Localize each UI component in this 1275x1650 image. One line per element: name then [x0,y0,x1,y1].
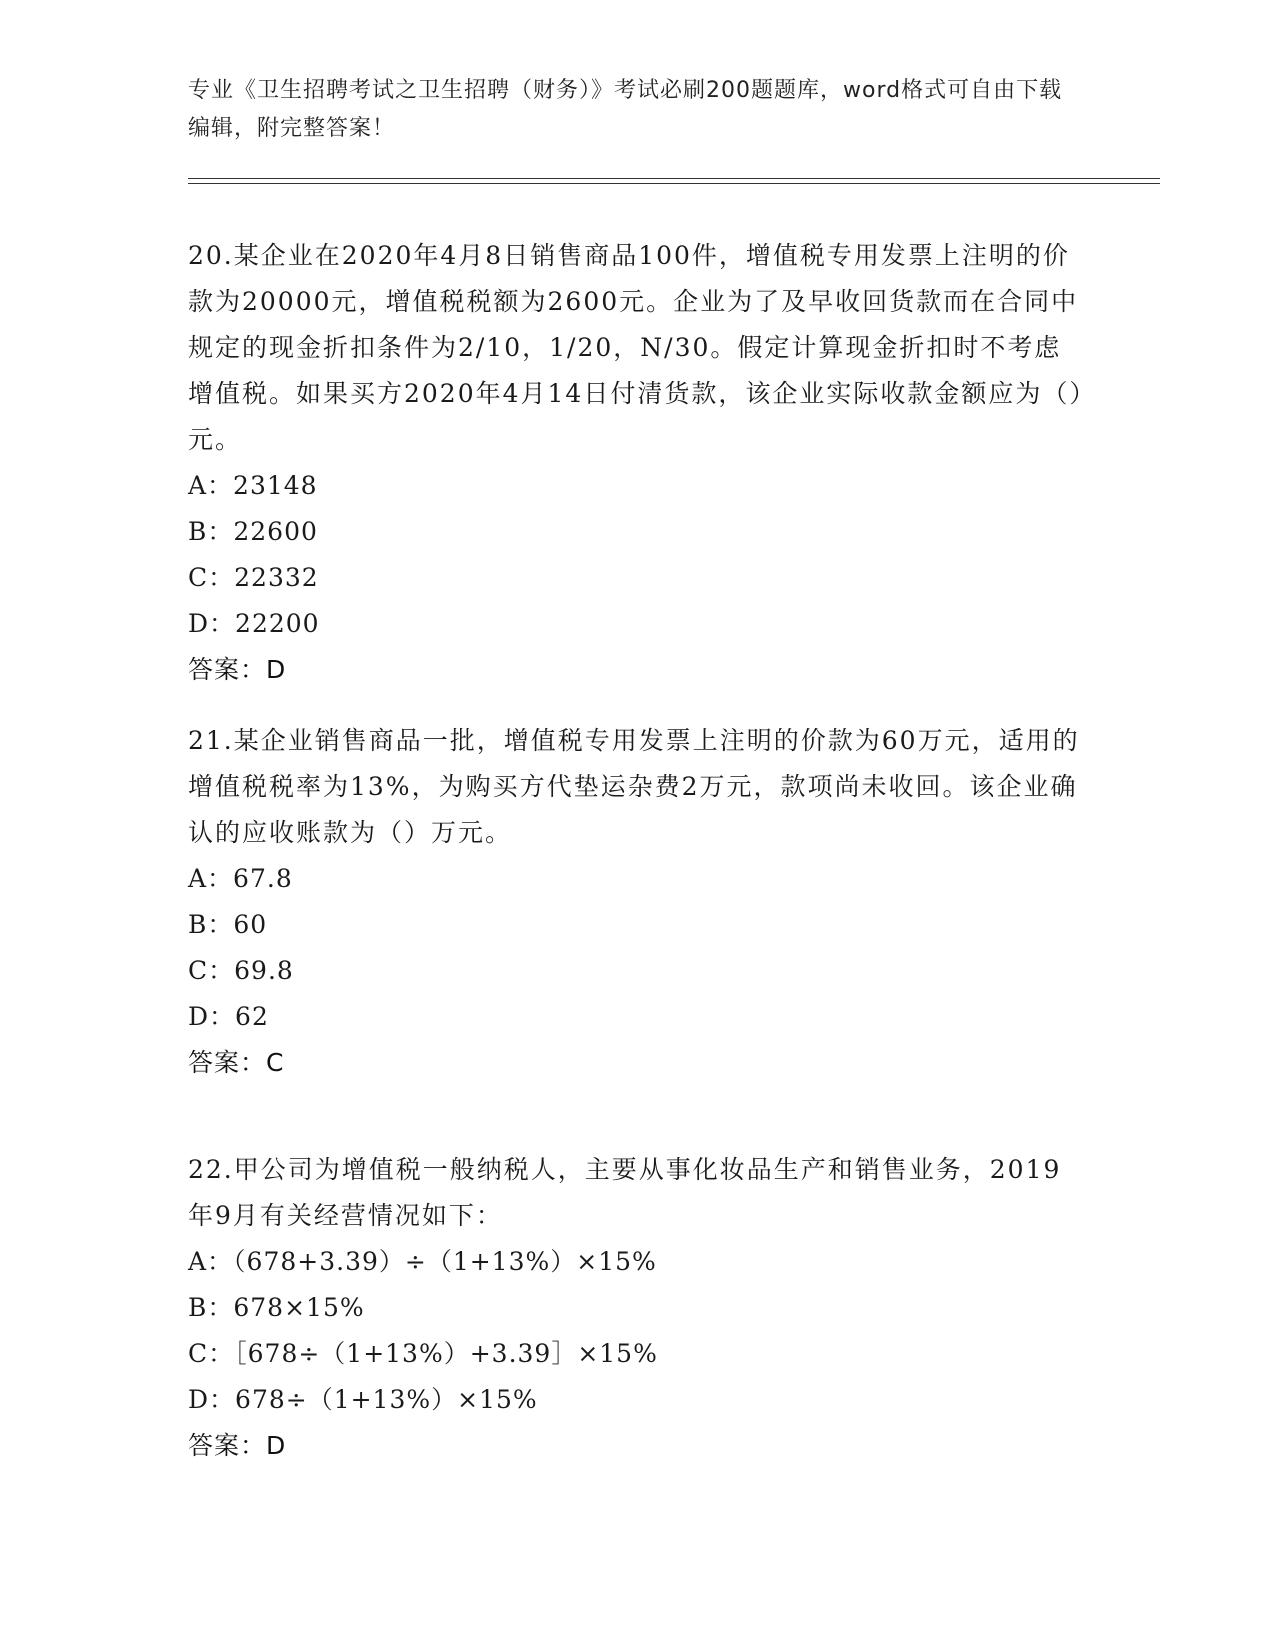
question-21 [188,718,1088,1086]
header-divider-top [188,178,1160,179]
answer: 答案：D [188,1431,287,1460]
question-stem: 20.某企业在2020年4月8日销售商品100件，增值税专用发票上注明的价款为20000元，增值税税额为2600元。企业为了及早收回货款而在合同中规定的现金折扣条件为2/10，1/20，N/30。假定计算现金折扣时不考虑增值税。如果买方2020年4月14日付清货款，该企业实际收款金额应为（）元。 [188,241,1084,454]
answer: 答案：C [188,1048,285,1077]
option-d: D：678÷（1+13%）×15% [188,1385,538,1414]
option-a: A：67.8 [188,864,293,893]
question-20 [188,233,1088,693]
option-b: B：678×15% [188,1293,365,1322]
option-d: D：62 [188,1002,269,1031]
document-header: 专业《卫生招聘考试之卫生招聘（财务）》考试必刷200题题库，word格式可自由下载编辑，附完整答案！ [188,78,1063,141]
option-c: C：［678÷（1+13%）+3.39］×15% [188,1339,658,1368]
question-22 [188,1147,1088,1469]
option-b: B：60 [188,910,268,939]
header-divider-bottom [188,183,1160,184]
question-stem: 21.某企业销售商品一批，增值税专用发票上注明的价款为60万元，适用的增值税税率为13%，为购买方代垫运杂费2万元，款项尚未收回。该企业确认的应收账款为（）万元。 [188,726,1080,847]
option-a: A：（678+3.39）÷（1+13%）×15% [188,1247,657,1276]
option-c: C：69.8 [188,956,294,985]
option-a: A：23148 [188,471,318,500]
option-b: B：22600 [188,517,318,546]
option-c: C：22332 [188,563,319,592]
question-stem: 22.甲公司为增值税一般纳税人，主要从事化妆品生产和销售业务，2019年9月有关经营情况如下： [188,1155,1062,1230]
answer: 答案：D [188,655,287,684]
option-d: D：22200 [188,609,320,638]
